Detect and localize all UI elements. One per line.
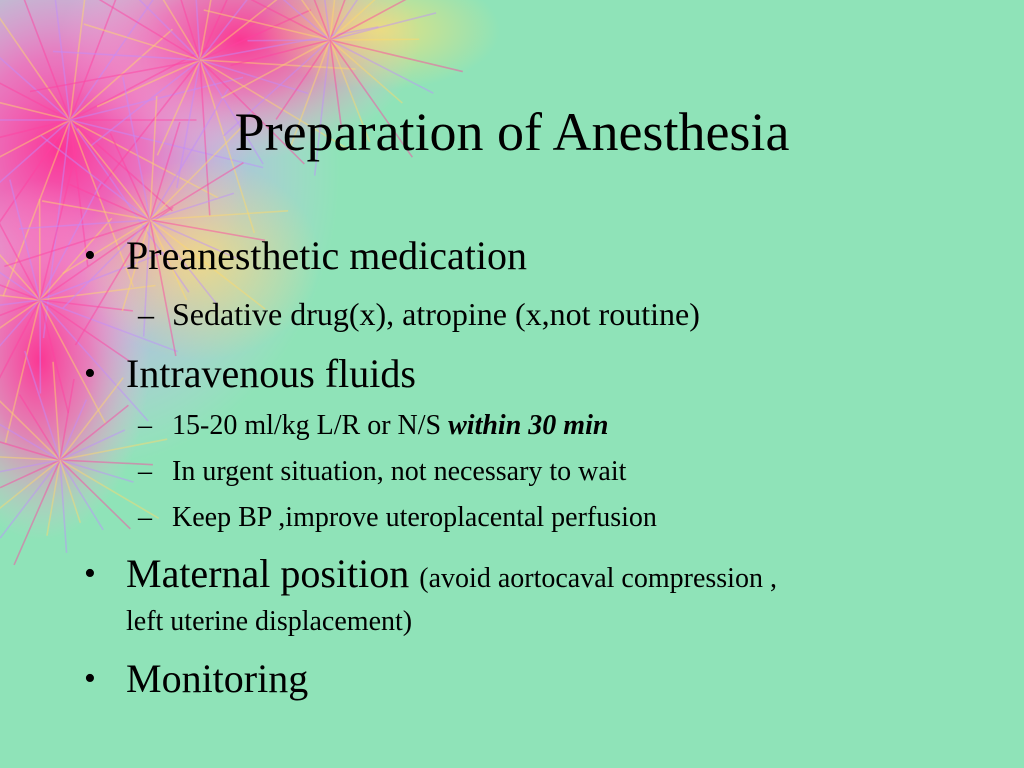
bullet-text: Intravenous fluids xyxy=(126,351,416,396)
dash-marker: – xyxy=(138,410,152,441)
dash-marker: – xyxy=(138,502,152,533)
bullet-aside-continuation: left uterine displacement) xyxy=(126,606,413,637)
bullet-text: Maternal position xyxy=(126,551,410,596)
slide-title: Preparation of Anesthesia xyxy=(234,102,790,162)
emphasis-text: within 30 min xyxy=(448,410,609,441)
bullet-aside-text: (avoid aortocaval compression , xyxy=(419,563,777,594)
bullet-marker: • xyxy=(84,660,96,697)
starburst-ray xyxy=(330,39,419,40)
bullet-text: Monitoring xyxy=(126,656,309,701)
sub-bullet-item xyxy=(80,454,980,490)
sub-bullet-text: In urgent situation, not necessary to wait xyxy=(172,456,627,487)
starburst-ray xyxy=(248,40,330,41)
bullet-item xyxy=(80,232,980,280)
bullet-marker: • xyxy=(84,355,96,392)
sub-bullet-text: 15-20 ml/kg L/R or N/S xyxy=(172,410,449,441)
bullet-list xyxy=(80,232,980,703)
bullet-item xyxy=(80,550,980,641)
bullet-item xyxy=(80,350,980,398)
sub-bullet-item xyxy=(80,292,980,336)
bullet-marker: • xyxy=(84,555,96,592)
sub-bullet-item xyxy=(80,500,980,536)
sub-bullet-item xyxy=(80,408,980,444)
bullet-text: Preanesthetic medication xyxy=(126,233,527,278)
dash-marker: – xyxy=(138,296,154,332)
bullet-item xyxy=(80,655,980,703)
dash-marker: – xyxy=(138,456,152,487)
bullet-marker: • xyxy=(84,237,96,274)
sub-bullet-text: Sedative drug(x), atropine (x,not routine) xyxy=(172,296,700,332)
sub-bullet-text: Keep BP ,improve uteroplacental perfusion xyxy=(172,502,657,533)
